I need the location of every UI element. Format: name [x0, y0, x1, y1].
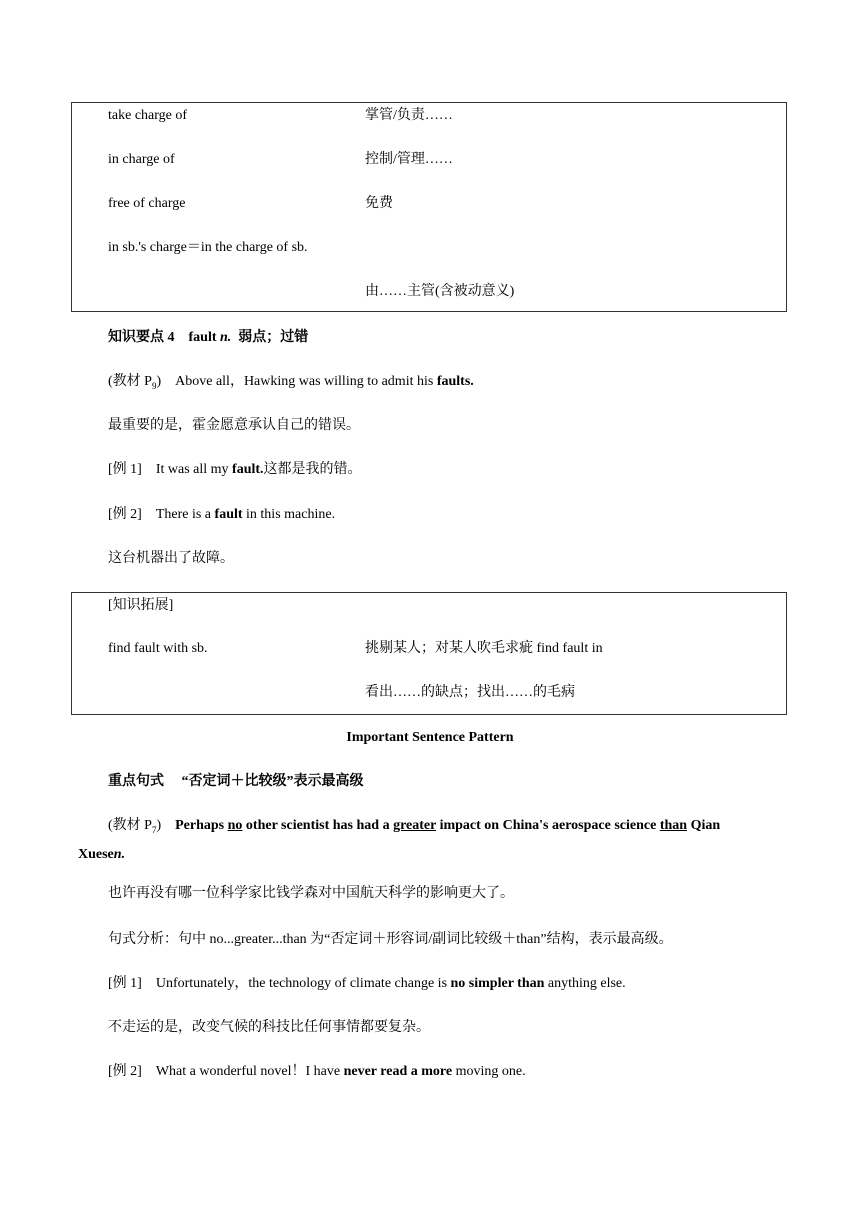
example-1: [108, 460, 362, 480]
pattern-analysis: 句式分析：句中 no...greater...than 为“否定词＋形容词/副词比较级＋than”结构，表示最高级。: [108, 932, 673, 947]
example-translation: 这都是我的错。: [263, 462, 362, 477]
source-ref: (教材 P: [108, 374, 152, 389]
keyword-greater: greater: [393, 818, 437, 833]
textbook-sentence: [108, 372, 474, 396]
source-close: ): [156, 818, 162, 833]
example-label: [例 1]: [108, 462, 142, 477]
phrase-zh: 挑剔某人；对某人吹毛求疵 find fault in: [365, 641, 603, 656]
source-ref: (教材 P: [108, 818, 152, 833]
pattern-example-2: [108, 1062, 526, 1082]
section-title: Important Sentence Pattern: [346, 730, 514, 745]
pattern-example-1: [108, 974, 626, 994]
point-label: 知识要点 4: [108, 330, 175, 345]
phrase-en: in sb.'s charge＝in the charge of sb.: [108, 240, 308, 255]
keyword-no: no: [227, 818, 243, 833]
example-keyword: fault: [214, 507, 243, 522]
sentence-keyword: faults.: [436, 374, 474, 389]
point-meaning: 弱点；过错: [238, 330, 309, 345]
example-2: [108, 505, 335, 525]
phrase-zh: 由……主管(含被动意义): [365, 284, 515, 299]
source-close: ): [156, 374, 162, 389]
source-page: 7: [151, 824, 157, 835]
phrase-zh: 免费: [365, 196, 393, 211]
sentence-translation: 最重要的是，霍金愿意承认自己的错误。: [108, 418, 360, 433]
example-label: [例 2]: [108, 507, 142, 522]
example-keyword: fault.: [232, 462, 264, 477]
pattern-sentence-line1: [108, 816, 720, 840]
phrase-en: find fault with sb.: [108, 641, 208, 656]
sentence-text-italic: n.: [113, 847, 126, 862]
example-text: What a wonderful novel！I have: [155, 1064, 344, 1079]
sentence-text: Above all，Hawking was willing to admit his: [175, 374, 437, 389]
phrase-zh: 看出……的缺点；找出……的毛病: [365, 685, 575, 700]
example-text: Unfortunately，the technology of climate change is: [155, 976, 451, 991]
extension-header: [知识拓展]: [108, 598, 174, 613]
phrase-en: take charge of: [108, 108, 188, 123]
example-label: [例 2]: [108, 1064, 142, 1079]
example-text-end: moving one.: [452, 1064, 526, 1079]
pattern-example-1-translation: 不走运的是，改变气候的科技比任何事情都要复杂。: [108, 1020, 430, 1035]
sentence-text: other scientist has had a: [242, 818, 394, 833]
example-text: It was all my: [155, 462, 233, 477]
keyword-than: than: [659, 818, 688, 833]
point-word: fault: [188, 330, 217, 345]
sentence-text: Perhaps: [175, 818, 228, 833]
point-heading: [108, 328, 308, 348]
example-2-translation: 这台机器出了故障。: [108, 551, 234, 566]
sentence-text: impact on China's aerospace science: [436, 818, 660, 833]
phrase-en: free of charge: [108, 196, 186, 211]
point-pos: n.: [220, 330, 232, 345]
pattern-title: “否定词＋比较级”表示最高级: [181, 774, 364, 789]
example-text: There is a: [155, 507, 215, 522]
example-text-end: anything else.: [544, 976, 626, 991]
sentence-text: Qian: [687, 818, 721, 833]
phrase-en: in charge of: [108, 152, 175, 167]
phrase-zh: 控制/管理……: [365, 152, 453, 167]
example-label: [例 1]: [108, 976, 142, 991]
sentence-text: Xuese: [78, 847, 114, 862]
knowledge-extension-box: [71, 592, 787, 715]
pattern-translation: 也许再没有哪一位科学家比钱学森对中国航天科学的影响更大了。: [108, 886, 514, 901]
source-page: 9: [151, 380, 157, 391]
pattern-sentence-line2: [78, 845, 125, 865]
pattern-label: 重点句式: [108, 774, 164, 789]
example-keyword: no simpler than: [450, 976, 545, 991]
example-text-end: in this machine.: [242, 507, 336, 522]
example-keyword: never read a more: [343, 1064, 453, 1079]
phrase-table-box: [71, 102, 787, 312]
phrase-zh: 掌管/负责……: [365, 108, 453, 123]
pattern-heading: [108, 772, 364, 792]
